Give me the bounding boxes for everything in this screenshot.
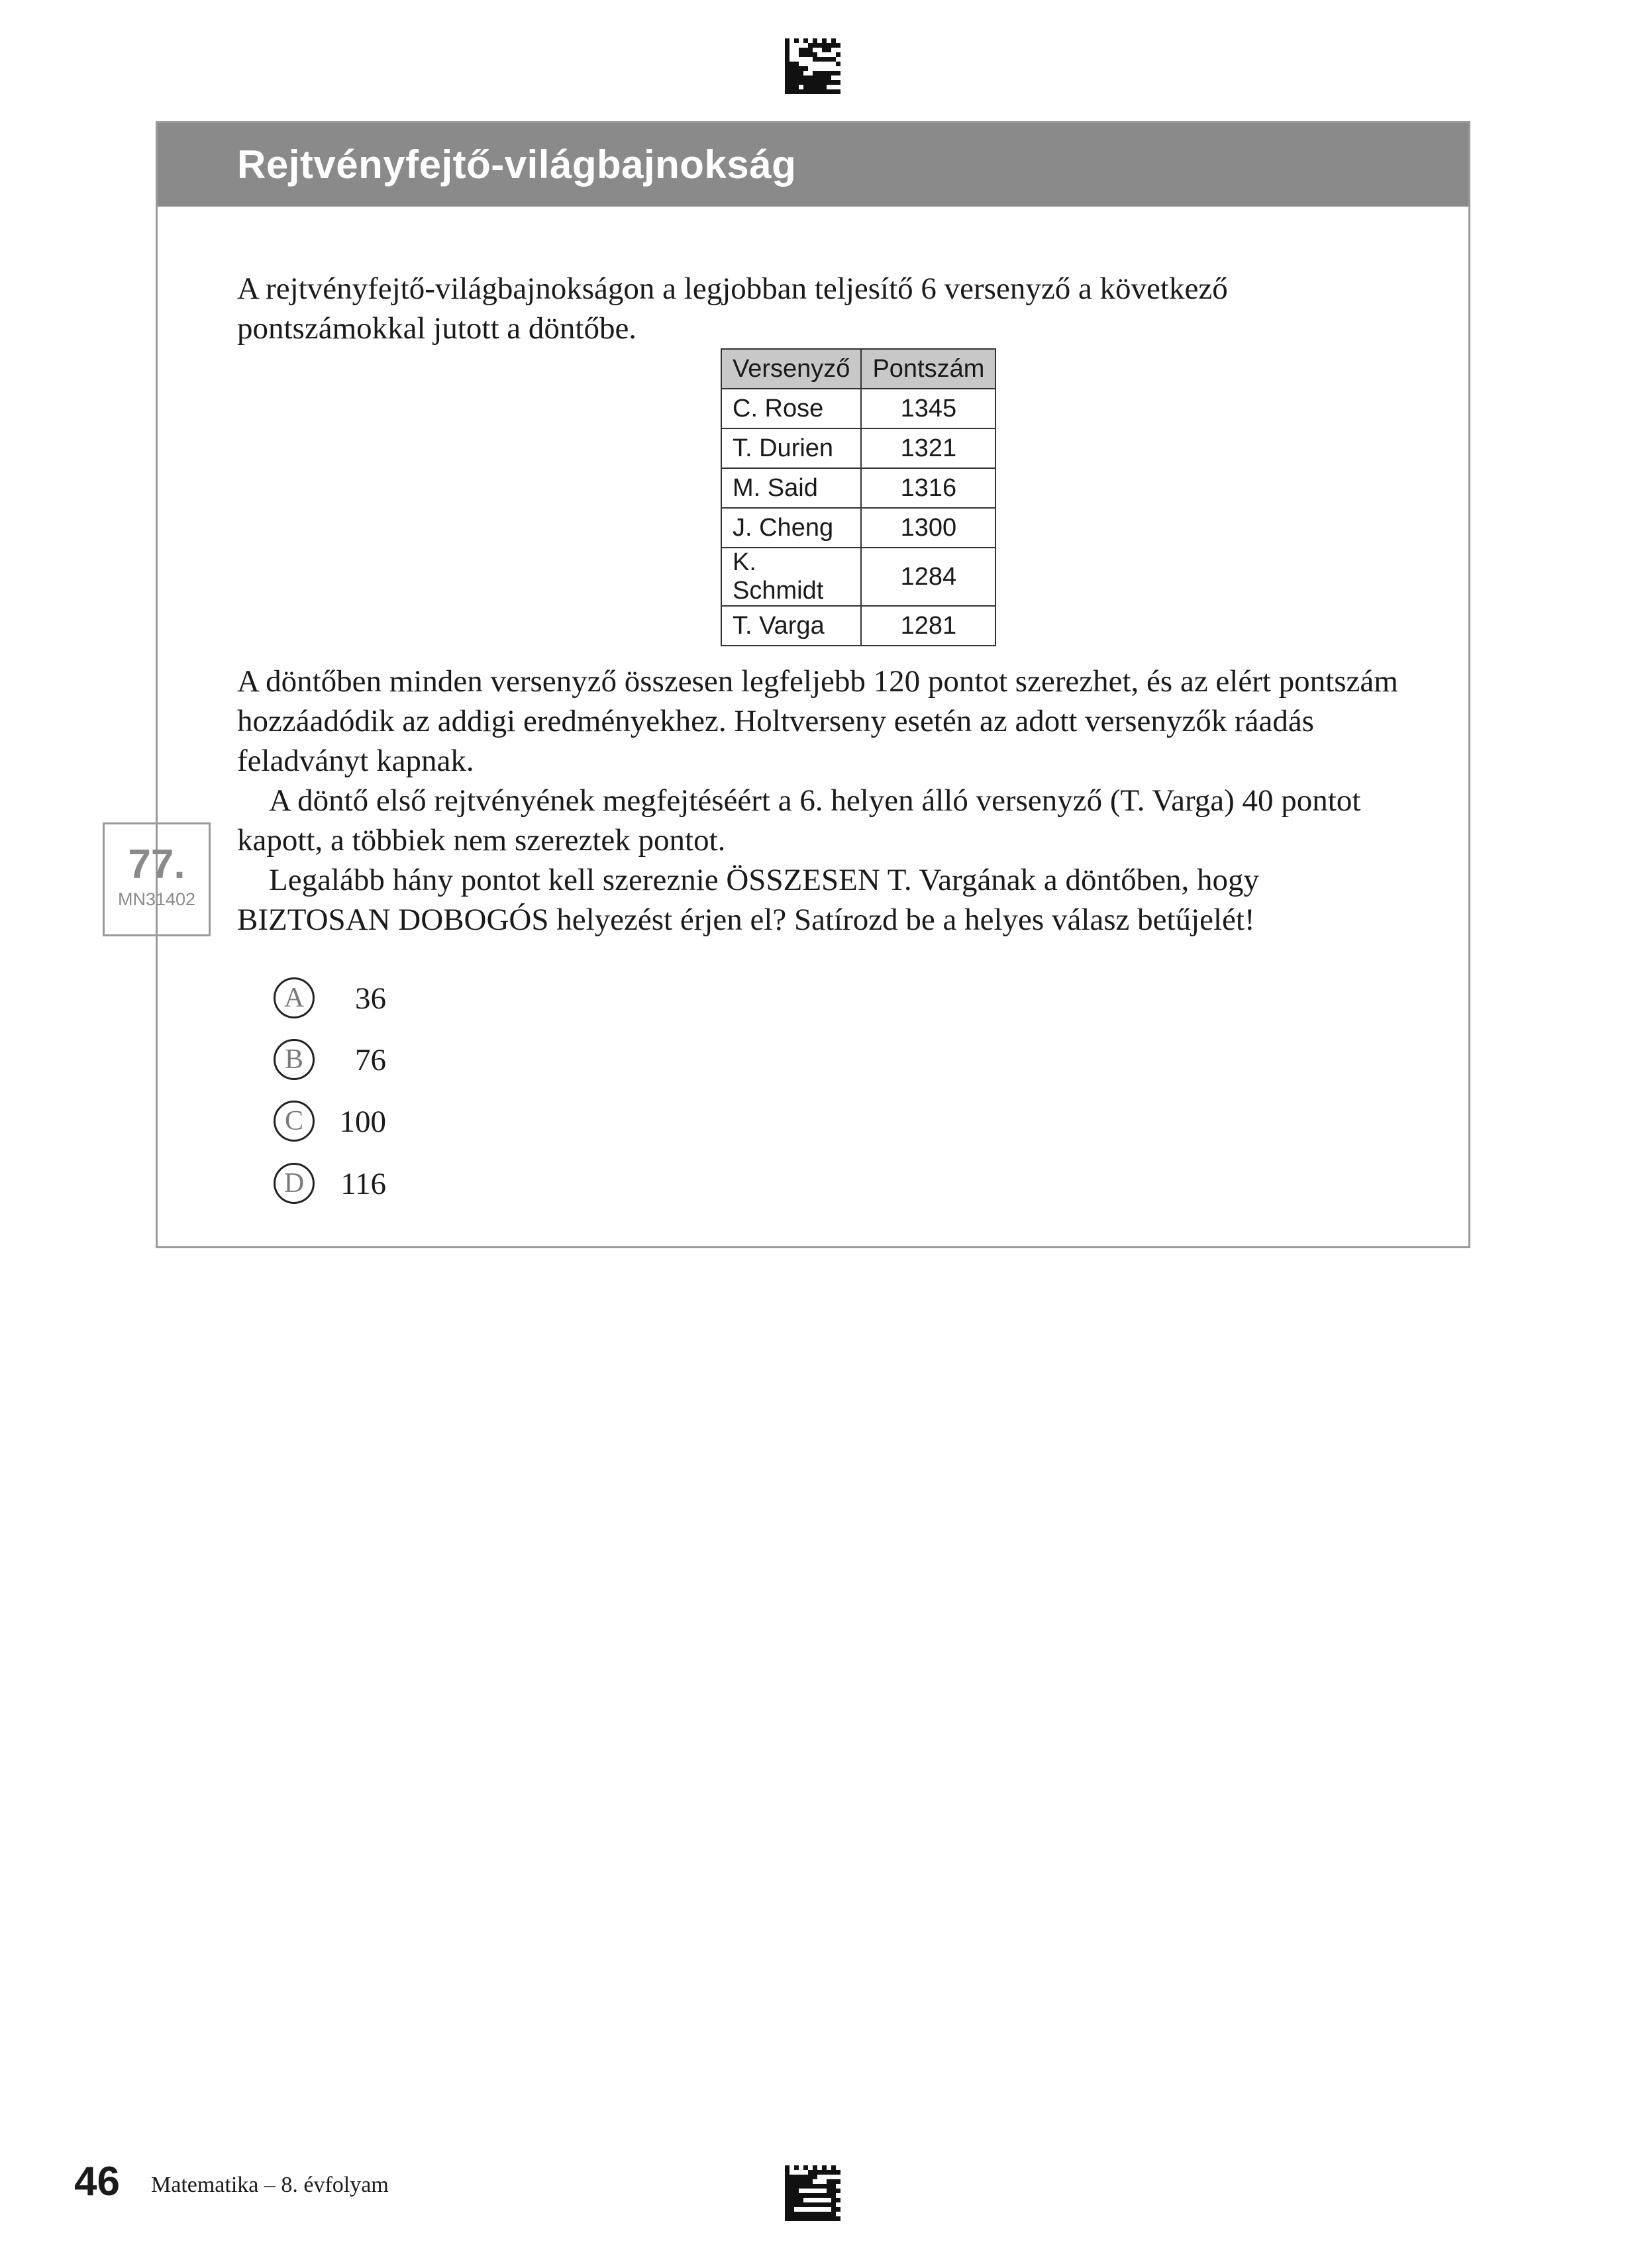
option-letter-circle[interactable]: D	[274, 1163, 315, 1204]
answer-option-b[interactable]	[274, 1039, 472, 1085]
body-line: A döntőben minden versenyző összesen legfeljebb 120 pontot szerezhet, és az elért pontszám	[237, 664, 1398, 699]
task-number-box	[103, 822, 211, 936]
answer-option-c[interactable]	[274, 1101, 472, 1147]
contestant-name: T. Varga	[721, 606, 861, 646]
task-header	[158, 123, 1468, 207]
option-letter-circle[interactable]: C	[274, 1101, 315, 1142]
option-value: 116	[340, 1167, 386, 1201]
option-value: 36	[355, 981, 386, 1016]
table-row	[721, 428, 995, 468]
table-row	[721, 508, 995, 548]
contestant-score: 1284	[861, 548, 995, 606]
body-line: kapott, a többiek nem szereztek pontot.	[237, 823, 726, 858]
datamatrix-code-icon	[785, 2165, 840, 2221]
contestant-score: 1281	[861, 606, 995, 646]
body-line: feladványt kapnak.	[237, 744, 474, 778]
column-header-contestant: Versenyző	[721, 349, 861, 389]
contestant-score: 1300	[861, 508, 995, 548]
contestant-name: K. Schmidt	[721, 548, 861, 606]
intro-paragraph	[237, 269, 1228, 348]
intro-line: pontszámokkal jutott a döntőbe.	[237, 311, 637, 346]
question-line: BIZTOSAN DOBOGÓS helyezést érjen el? Satírozd be a helyes válasz betűjelét!	[237, 903, 1255, 937]
column-header-score: Pontszám	[861, 349, 995, 389]
contestant-name: T. Durien	[721, 428, 861, 468]
task-number: 77.	[128, 842, 185, 887]
table-row	[721, 606, 995, 646]
body-line: hozzáadódik az addigi eredményekhez. Holtverseny esetén az adott versenyzők ráadás	[237, 704, 1314, 738]
answer-option-a[interactable]	[274, 977, 472, 1024]
intro-line: A rejtvényfejtő-világbajnokságon a legjobban teljesítő 6 versenyző a következő	[237, 271, 1228, 306]
contestant-name: J. Cheng	[721, 508, 861, 548]
scores-table	[721, 348, 996, 646]
answer-option-d[interactable]	[274, 1163, 472, 1209]
contestant-score: 1321	[861, 428, 995, 468]
task-code: MN31402	[117, 889, 196, 909]
rules-paragraph	[237, 662, 1398, 940]
option-letter-circle[interactable]: A	[274, 977, 315, 1018]
contestant-score: 1316	[861, 468, 995, 508]
option-letter-circle[interactable]: B	[274, 1039, 315, 1080]
contestant-name: C. Rose	[721, 389, 861, 428]
footer-subject: Matematika – 8. évfolyam	[151, 2173, 389, 2197]
page-number: 46	[74, 2159, 120, 2204]
option-value: 100	[339, 1105, 386, 1139]
table-header-row	[721, 349, 995, 389]
table-row	[721, 548, 995, 606]
table-row	[721, 468, 995, 508]
task-title: Rejtvényfejtő-világbajnokság	[237, 142, 797, 187]
table-row	[721, 389, 995, 428]
datamatrix-code-icon	[785, 38, 840, 94]
option-value: 76	[355, 1043, 386, 1077]
task-box	[156, 121, 1470, 1248]
contestant-name: M. Said	[721, 468, 861, 508]
contestant-score: 1345	[861, 389, 995, 428]
question-line: Legalább hány pontot kell szereznie ÖSSZESEN T. Vargának a döntőben, hogy	[269, 863, 1259, 897]
body-line: A döntő első rejtvényének megfejtéséért a 6. helyen álló versenyző (T. Varga) 40 pontot	[269, 783, 1361, 818]
